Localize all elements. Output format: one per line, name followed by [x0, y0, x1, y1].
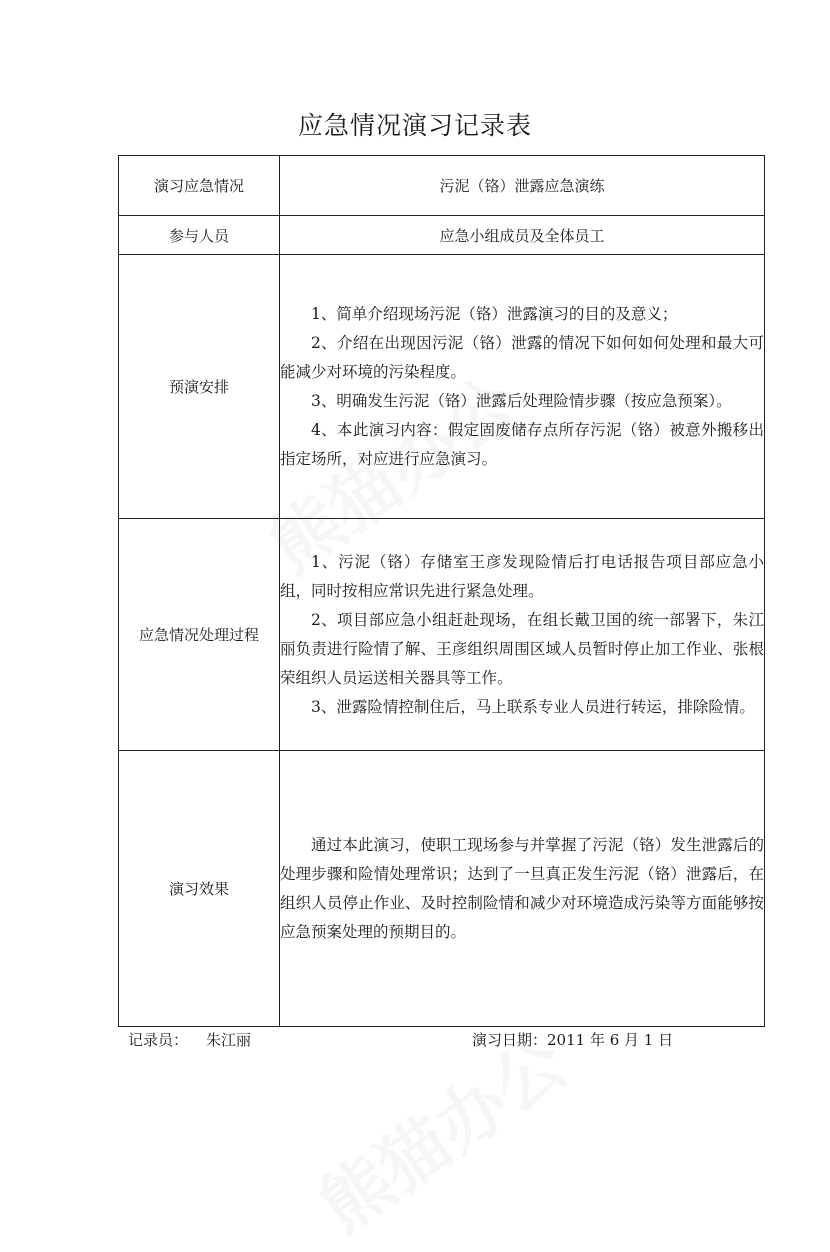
page-title: 应急情况演习记录表: [297, 111, 532, 140]
arrangement-content: [280, 255, 765, 519]
table-row: [119, 519, 765, 751]
process-paragraph: 3、泄露险情控制住后，马上联系专业人员进行转运，排除险情。: [311, 697, 755, 716]
drill-date: [472, 1029, 673, 1050]
table-row: [119, 751, 765, 1027]
participants-value: 应急小组成员及全体员工: [280, 216, 765, 255]
drill-record-table: [118, 155, 765, 1027]
date-label: 演习日期：: [472, 1031, 548, 1049]
arrangement-paragraph: 1、简单介绍现场污泥（铬）泄露演习的目的及意义；: [311, 304, 678, 323]
recorder-label: 记录员：: [128, 1031, 189, 1049]
situation-value: 污泥（铬）泄露应急演练: [280, 156, 765, 216]
effect-paragraph: 通过本此演习，使职工现场参与并掌握了污泥（铬）发生泄露后的处理步骤和险情处理常识；达到了一旦真正发生污泥（铬）泄露后，在组织人员停止作业、及时控制险情和减少对环境造成污染等方面能够按应急预案处理的预期目的。: [280, 835, 764, 941]
process-label: 应急情况处理过程: [119, 519, 280, 751]
process-paragraph: 1、污泥（铬）存储室王彦发现险情后打电话报告项目部应急小组，同时按相应常识先进行紧急处理。: [280, 552, 764, 600]
process-paragraph: 2、项目部应急小组赶赴现场，在组长戴卫国的统一部署下，朱江丽负责进行险情了解、王彦组织周围区域人员暂时停止加工作业、张根荣组织人员运送相关器具等工作。: [280, 610, 764, 687]
situation-label: 演习应急情况: [119, 156, 280, 216]
effect-label: 演习效果: [119, 751, 280, 1027]
table-row: [119, 156, 765, 216]
arrangement-label: 预演安排: [119, 255, 280, 519]
recorder-name: 朱江丽: [206, 1031, 252, 1049]
participants-label: 参与人员: [119, 216, 280, 255]
arrangement-paragraph: 2、介绍在出现因污泥（铬）泄露的情况下如何如何处理和最大可能减少对环境的污染程度。: [280, 333, 764, 381]
arrangement-paragraph: 3、明确发生污泥（铬）泄露后处理险情步骤（按应急预案）。: [311, 391, 732, 410]
table-row: [119, 255, 765, 519]
effect-content: [280, 751, 765, 1027]
process-content: [280, 519, 765, 751]
arrangement-paragraph: 4、本此演习内容：假定固废储存点所存污泥（铬）被意外搬移出指定场所，对应进行应急演习。: [280, 420, 764, 468]
table-row: [119, 216, 765, 255]
date-value: 2011 年 6 月 1 日: [547, 1031, 674, 1049]
recorder-info: [128, 1029, 251, 1050]
